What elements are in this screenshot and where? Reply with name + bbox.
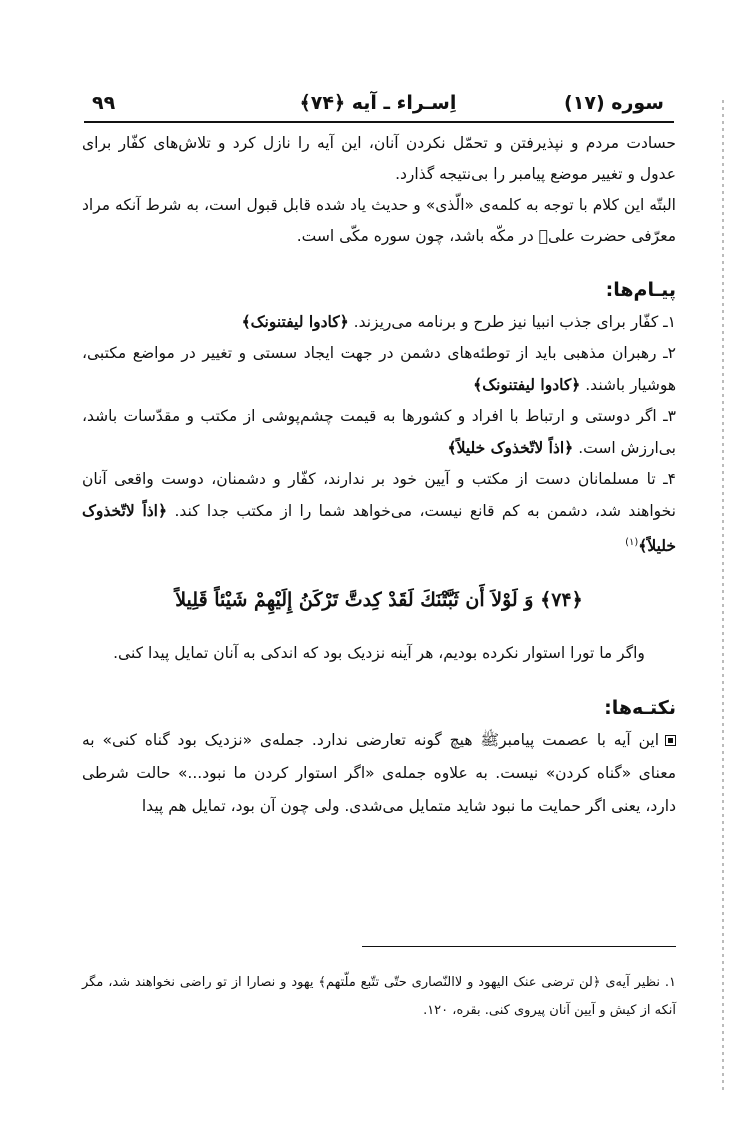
ayah-title: اِسـراء ـ آیه ﴿۷۴﴾ bbox=[299, 92, 457, 114]
footnote-divider bbox=[362, 946, 676, 947]
page-number: ۹۹ bbox=[92, 92, 116, 114]
intro-paragraph-1: حسادت مردم و نپذیرفتن و تحمّل نکردن آنان، این آیه را نازل کرد و تلاش‌های کفّار برای عدول و تغییر موضع پیامبر را بی‌نتیجه گذارد. bbox=[82, 134, 676, 183]
message-quote-4: ﴿اذاً لاتّخذوک خلیلاً﴾ bbox=[82, 501, 676, 556]
note-item-1 bbox=[82, 724, 676, 823]
message-item-3 bbox=[82, 401, 676, 464]
message-text-2: ۲ـ رهبران مذهبی باید از توطئه‌های دشمن در جهت ایجاد سستی و تغییر در مواضع مکتبی، هوشیار باشند. bbox=[82, 344, 676, 394]
messages-heading: پیـام‌ها: bbox=[605, 279, 676, 301]
footnote: ۱. نظیر آیه‌ی ﴿لن ترضی عنک الیهود و لاالنّصاری حتّی تتّبع ملّتهم﴾ یهود و نصارا از تو راضی نخواهند شد، مگر آنکه از کیش و آیین آنان پیروی کنی. بقره، ۱۲۰. bbox=[82, 975, 676, 1018]
page-edge bbox=[722, 100, 724, 1090]
notes-heading: نکتـه‌ها: bbox=[604, 697, 676, 720]
header-divider bbox=[84, 121, 674, 123]
message-text-3: ۳ـ اگر دوستی و ارتباط با افراد و کشورها به قیمت چشم‌پوشی از مکتب و مقدّسات باشد، بی‌ارزش است. bbox=[82, 407, 676, 457]
footnote-reference: (۱) bbox=[625, 537, 639, 548]
quran-verse: ﴿۷۴﴾ وَ لَوْلاَ أَن ثَبَّتْنَكَ لَقَدْ كِدتَّ تَرْكَنُ إِلَيْهِمْ شَيْئاً قَلِيلاً bbox=[175, 589, 583, 612]
intro-paragraph-2: البتّه این کلام با توجه به کلمه‌ی «الّذی» و حدیث یاد شده قابل قبول است، به شرط آنکه مراد معرّفی حضرت علیؑ در مکّه باشد، چون سوره مکّی است. bbox=[82, 196, 676, 245]
surah-label: سوره (۱۷) bbox=[564, 92, 664, 114]
message-item-1 bbox=[82, 306, 676, 338]
message-item-4 bbox=[82, 464, 676, 562]
message-quote-2: ﴿کادوا لیفتنونک﴾ bbox=[473, 375, 581, 394]
verse-translation: واگر ما تورا استوار نکرده بودیم، هر آینه نزدیک بود که اندکی به آنان تمایل پیدا کنی. bbox=[113, 644, 645, 663]
main-text bbox=[82, 128, 676, 823]
page-header bbox=[92, 86, 664, 120]
bullet-box-icon bbox=[665, 735, 676, 746]
message-text-4: ۴ـ تا مسلمانان دست از مکتب و آیین خود بر ندارند، کفّار و دشمنان، دوست واقعی آنان نخواهند شد، دشمن به کم قانع نیست، می‌خواهد شما را از مکتب جدا کند. bbox=[82, 470, 676, 520]
message-text-1: ۱ـ کفّار برای جذب انبیا نیز طرح و برنامه می‌ریزند. bbox=[353, 313, 676, 331]
note-text-1: این آیه با عصمت پیامبرﷺ هیچ گونه تعارضی ندارد. جمله‌ی «نزدیک بود گناه کنی» به معنای «گناه کردن» نیست. به علاوه جمله‌ی «اگر استوار کردن ما نبود...» حالت شرطی دارد، یعنی اگر حمایت ما نبود شاید متمایل می‌شدی. ولی چون آن بود، تمایل هم پیدا bbox=[82, 731, 676, 816]
message-quote-1: ﴿کادوا لیفتنونک﴾ bbox=[241, 312, 349, 331]
message-quote-3: ﴿اذاً لاتّخذوک خلیلاً﴾ bbox=[447, 438, 574, 457]
message-item-2 bbox=[82, 338, 676, 401]
